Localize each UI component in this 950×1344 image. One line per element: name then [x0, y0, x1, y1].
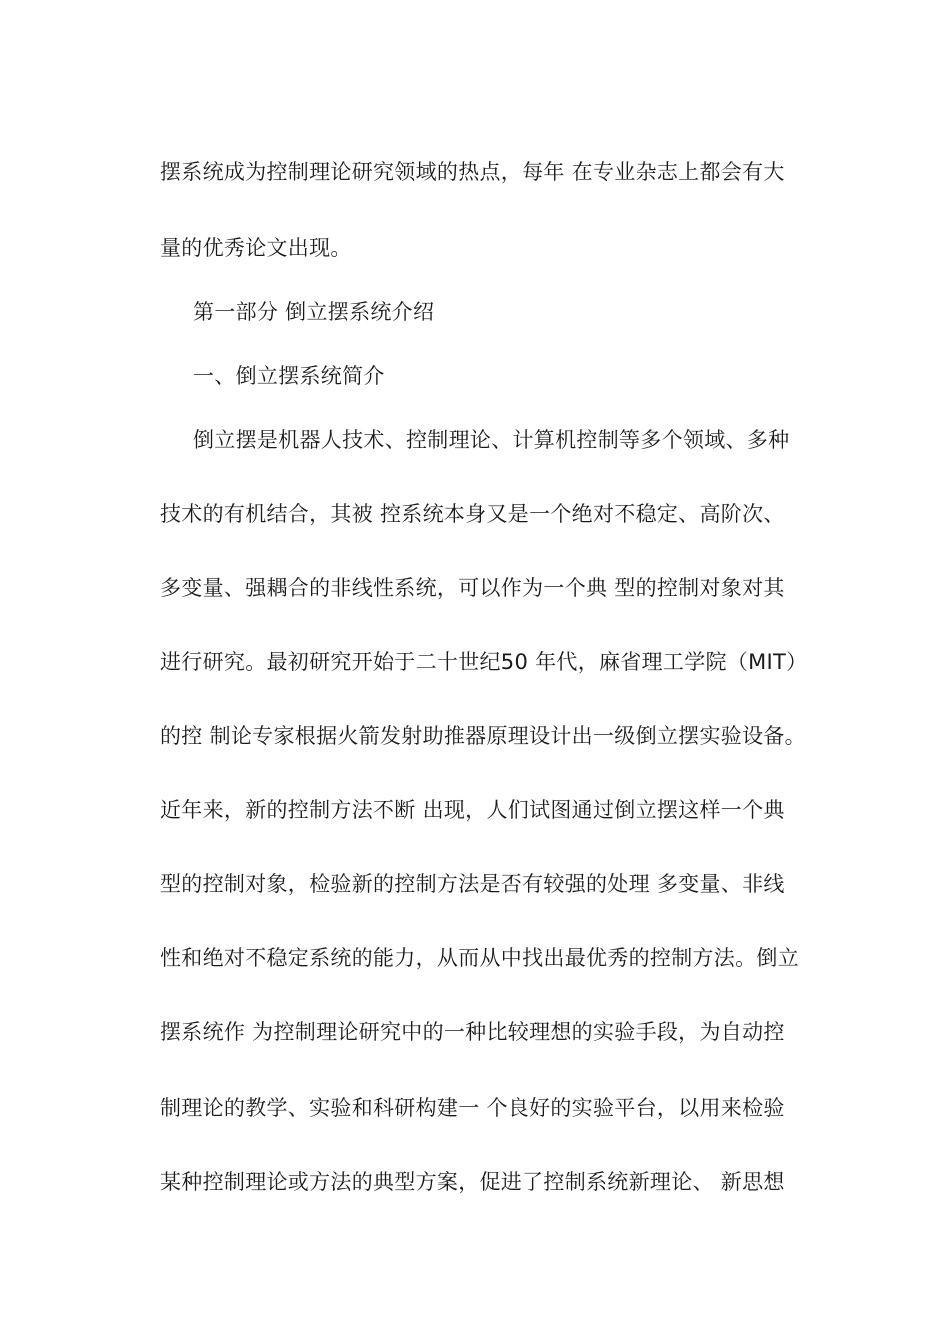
paragraph-line-12: 性和绝对不稳定系统的能力，从而从中找出最优秀的控制方法。倒立 — [160, 946, 799, 970]
paragraph-line-1: 摆系统成为控制理论研究领域的热点，每年 在专业杂志上都会有大 — [160, 160, 785, 184]
paragraph-line-7: 多变量、强耦合的非线性系统，可以作为一个典 型的控制对象对其 — [160, 576, 785, 600]
paragraph-line-6: 技术的有机结合，其被 控系统本身又是一个绝对不稳定、高阶次、 — [160, 502, 785, 526]
paragraph-line-8: 进行研究。最初研究开始于二十世纪50 年代，麻省理工学院（MIT） — [160, 650, 808, 674]
paragraph-line-2: 量的优秀论文出现。 — [160, 236, 352, 260]
paragraph-line-15: 某种控制理论或方法的典型方案，促进了控制系统新理论、 新思想 — [160, 1170, 785, 1194]
paragraph-line-14: 制理论的教学、实验和科研构建一 个良好的实验平台，以用来检验 — [160, 1096, 785, 1120]
paragraph-line-10: 近年来，新的控制方法不断 出现，人们试图通过倒立摆这样一个典 — [160, 798, 785, 822]
paragraph-line-11: 型的控制对象，检验新的控制方法是否有较强的处理 多变量、非线 — [160, 872, 785, 896]
paragraph-line-9: 的控 制论专家根据火箭发射助推器原理设计出一级倒立摆实验设备。 — [160, 724, 806, 748]
subsection-heading: 一、倒立摆系统简介 — [193, 364, 385, 388]
paragraph-line-5: 倒立摆是机器人技术、控制理论、计算机控制等多个领域、多种 — [193, 428, 790, 452]
paragraph-line-13: 摆系统作 为控制理论研究中的一种比较理想的实验手段，为自动控 — [160, 1020, 785, 1044]
section-heading: 第一部分 倒立摆系统介绍 — [193, 300, 435, 324]
